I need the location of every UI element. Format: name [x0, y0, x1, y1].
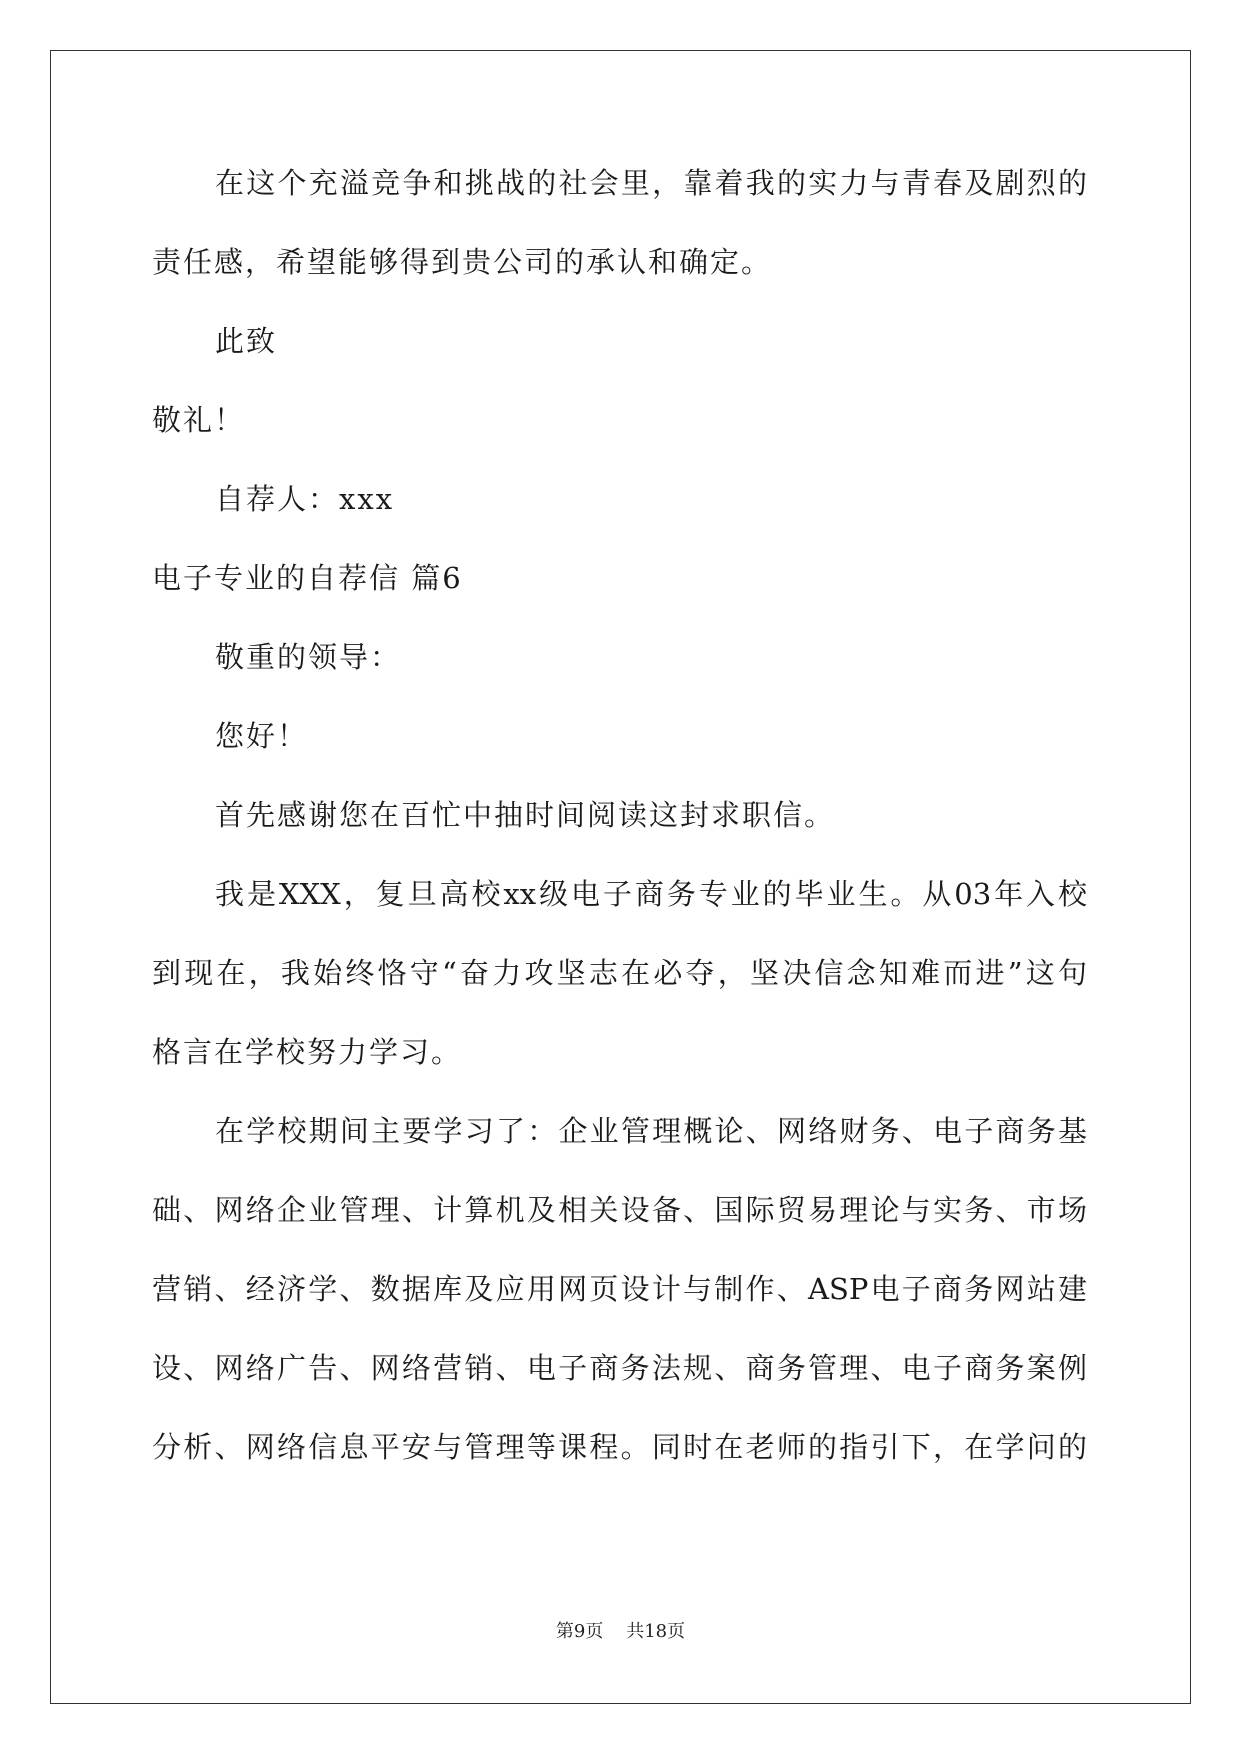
paragraph-line: 设、网络广告、网络营销、电子商务法规、商务管理、电子商务案例 — [152, 1351, 1087, 1385]
page-total: 共18页 — [626, 1621, 686, 1642]
paragraph-line: 营销、经济学、数据库及应用网页设计与制作、ASP电子商务网站建 — [152, 1272, 1087, 1306]
section-heading: 电子专业的自荐信 篇6 — [152, 561, 463, 595]
page-footer — [0, 1620, 1241, 1644]
paragraph-line: 责任感，希望能够得到贵公司的承认和确定。 — [152, 245, 773, 279]
paragraph-line: 础、网络企业管理、计算机及相关设备、国际贸易理论与实务、市场 — [152, 1193, 1087, 1227]
salutation: 敬重的领导： — [215, 640, 402, 674]
paragraph-line: 首先感谢您在百忙中抽时间阅读这封求职信。 — [215, 798, 836, 832]
paragraph-line: 在这个充溢竞争和挑战的社会里，靠着我的实力与青春及剧烈的 — [215, 166, 1087, 200]
closing-salute: 敬礼！ — [152, 403, 246, 437]
signature-line: 自荐人：xxx — [215, 482, 395, 516]
paragraph-line: 我是XXX，复旦高校xx级电子商务专业的毕业生。从03年入校 — [215, 877, 1087, 911]
greeting: 您好！ — [215, 719, 309, 753]
closing-line: 此致 — [215, 324, 278, 358]
paragraph-line: 格言在学校努力学习。 — [152, 1035, 463, 1069]
paragraph-line: 到现在，我始终恪守“奋力攻坚志在必夺，坚决信念知难而进”这句 — [152, 956, 1087, 990]
page-number: 第9页 — [555, 1621, 604, 1642]
paragraph-line: 分析、网络信息平安与管理等课程。同时在老师的指引下，在学问的 — [152, 1430, 1087, 1464]
paragraph-line: 在学校期间主要学习了：企业管理概论、网络财务、电子商务基 — [215, 1114, 1087, 1148]
